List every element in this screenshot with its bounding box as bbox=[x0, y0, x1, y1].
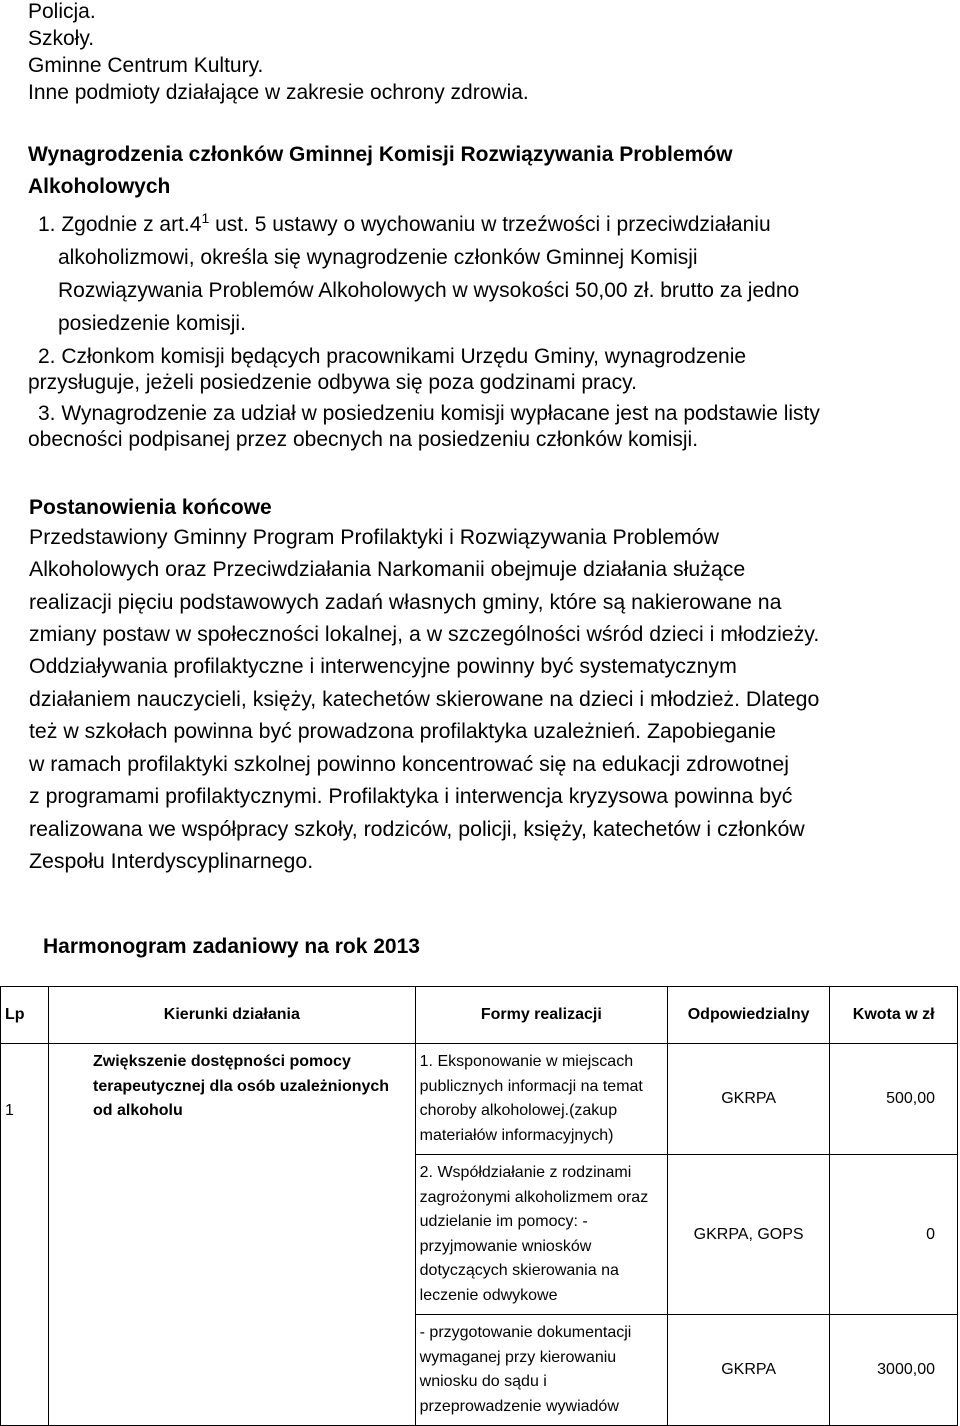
wages-item2-line2: przysługuje, jeżeli posiedzenie odbywa się poza godzinami pracy. bbox=[28, 371, 637, 394]
wages-heading-line1: Wynagrodzenia członków Gminnej Komisji Rozwiązywania Problemów bbox=[28, 143, 733, 166]
final-line: Oddziaływania profilaktyczne i interwencyjne powinny być systematycznym bbox=[29, 654, 737, 678]
wages-item1-line1 bbox=[38, 210, 771, 237]
final-heading: Postanowienia końcowe bbox=[29, 496, 272, 519]
final-line: działaniem nauczycieli, księży, katechetów skierowane na dzieci i młodzież. Dlatego bbox=[29, 687, 820, 711]
final-line: z programami profilaktycznymi. Profilaktyka i interwencja kryzysowa powinna być bbox=[29, 784, 793, 808]
schedule-title: Harmonogram zadaniowy na rok 2013 bbox=[43, 935, 420, 958]
cell-forma: - przygotowanie dokumentacji wymaganej przy kierowaniu wniosku do sądu i przeprowadzenie wywiadów bbox=[415, 1315, 667, 1426]
header-kwota: Kwota w zł bbox=[830, 987, 958, 1044]
final-line: w ramach profilaktyki szkolnej powinno koncentrować się na edukacji zdrowotnej bbox=[29, 752, 789, 776]
schedule-table bbox=[0, 986, 958, 1426]
table-row bbox=[1, 1044, 958, 1155]
cell-kierunek bbox=[49, 1044, 416, 1426]
wages-item1-rest: ust. 5 ustawy o wychowaniu w trzeźwości i przeciwdziałaniu bbox=[209, 213, 771, 236]
final-line: Zespołu Interdyscyplinarnego. bbox=[29, 849, 314, 873]
table-header-row bbox=[1, 987, 958, 1044]
final-line: zmiany postaw w społeczności lokalnej, a w szczególności wśród dzieci i młodzieży. bbox=[29, 622, 820, 646]
kierunek-text: Zwiększenie dostępności pomocy terapeutycznej dla osób uzależnionych od alkoholu bbox=[93, 1053, 390, 1119]
wages-item3-line2: obecności podpisanej przez obecnych na posiedzeniu członków komisji. bbox=[28, 428, 699, 451]
cell-kwota: 0 bbox=[830, 1155, 958, 1315]
final-line: Alkoholowych oraz Przeciwdziałania Narkomanii obejmuje działania służące bbox=[29, 557, 746, 581]
list-item-szkoly: Szkoły. bbox=[28, 27, 95, 50]
final-line: realizowana we współpracy szkoły, rodziców, policji, księży, katechetów i członków bbox=[29, 817, 805, 841]
cell-odpowiedzialny: GKRPA bbox=[667, 1044, 829, 1155]
wages-item1-line2: alkoholizmowi, określa się wynagrodzenie członków Gminnej Komisji bbox=[58, 246, 698, 269]
list-item-inne: Inne podmioty działające w zakresie ochrony zdrowia. bbox=[28, 81, 529, 104]
footnote-sup: 1 bbox=[201, 210, 210, 226]
cell-forma: 1. Eksponowanie w miejscach publicznych informacji na temat choroby alkoholowej.(zakup materiałów informacyjnych) bbox=[415, 1044, 667, 1155]
wages-item2-line1: 2. Członkom komisji będących pracownikami Urzędu Gminy, wynagrodzenie bbox=[38, 345, 747, 368]
final-line: Przedstawiony Gminny Program Profilaktyki i Rozwiązywania Problemów bbox=[29, 525, 720, 549]
cell-forma: 2. Współdziałanie z rodzinami zagrożonymi alkoholizmem oraz udzielanie im pomocy: - przyjmowanie wniosków dotyczących skierowania na leczenie odwykowe bbox=[415, 1155, 667, 1315]
cell-lp: 1 bbox=[1, 1044, 49, 1426]
final-line: realizacji pięciu podstawowych zadań własnych gminy, które są nakierowane na bbox=[29, 590, 782, 614]
wages-item1-prefix: 1. Zgodnie z art.4 bbox=[38, 213, 202, 236]
cell-odpowiedzialny: GKRPA, GOPS bbox=[667, 1155, 829, 1315]
header-formy: Formy realizacji bbox=[415, 987, 667, 1044]
list-item-policja: Policja. bbox=[28, 0, 96, 23]
final-line: też w szkołach powinna być prowadzona profilaktyka uzależnień. Zapobieganie bbox=[29, 719, 777, 743]
list-item-gck: Gminne Centrum Kultury. bbox=[28, 54, 264, 77]
cell-kwota: 3000,00 bbox=[830, 1315, 958, 1426]
wages-heading-line2: Alkoholowych bbox=[28, 175, 171, 198]
cell-kwota: 500,00 bbox=[830, 1044, 958, 1155]
header-kierunki: Kierunki działania bbox=[49, 987, 416, 1044]
cell-odpowiedzialny: GKRPA bbox=[667, 1315, 829, 1426]
wages-item1-line3: Rozwiązywania Problemów Alkoholowych w wysokości 50,00 zł. brutto za jedno bbox=[58, 279, 800, 302]
wages-item3-line1: 3. Wynagrodzenie za udział w posiedzeniu komisji wypłacane jest na podstawie listy bbox=[38, 402, 820, 425]
header-odpowiedzialny: Odpowiedzialny bbox=[667, 987, 829, 1044]
wages-item1-line4: posiedzenie komisji. bbox=[58, 312, 246, 335]
header-lp: Lp bbox=[1, 987, 49, 1044]
